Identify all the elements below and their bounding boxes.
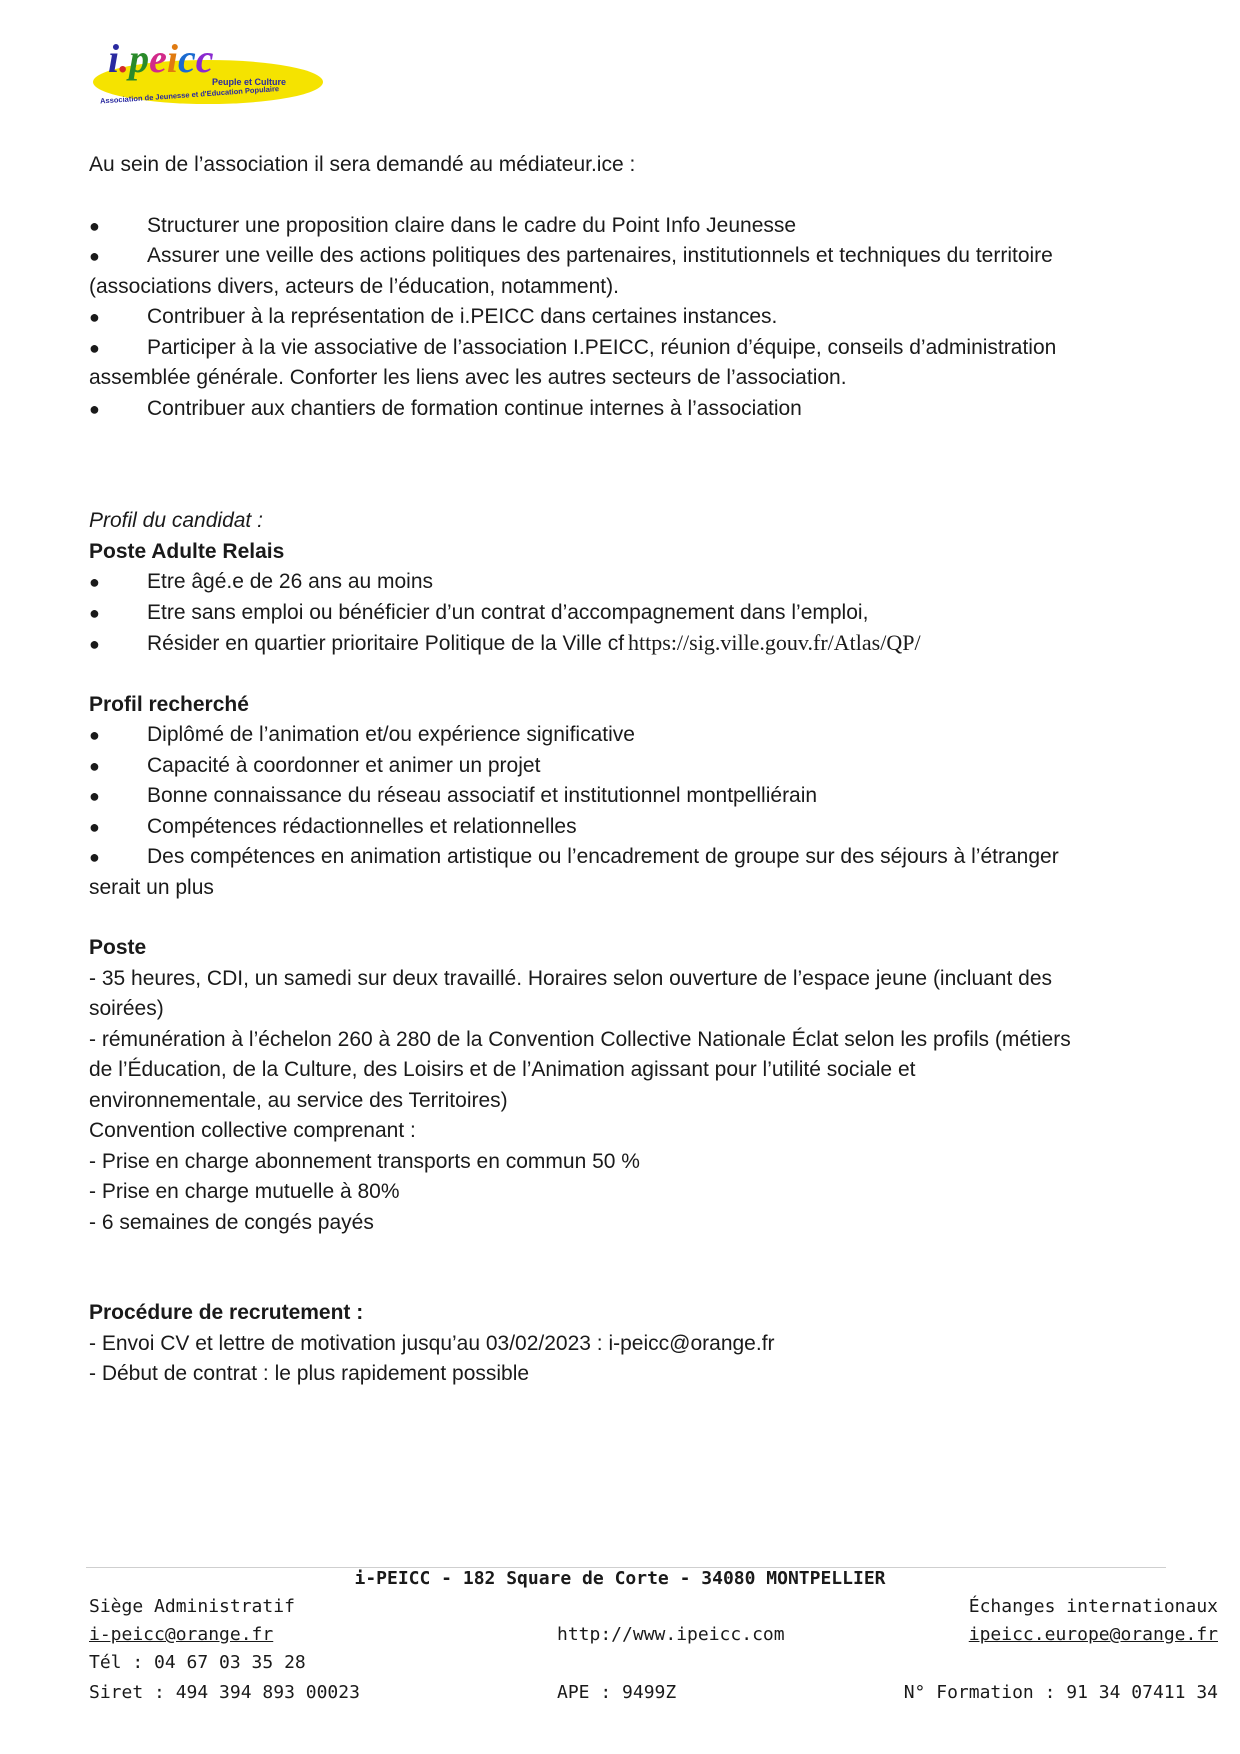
profil-recherche-heading: Profil recherché: [89, 692, 249, 716]
bullet-icon: ●: [89, 307, 100, 327]
profil-candidat-item: ● Résider en quartier prioritaire Politique de la Ville cf https://sig.ville.gouv.fr/Atlas/QP/: [89, 628, 1169, 660]
poste-line: - rémunération à l’échelon 260 à 280 de la Convention Collective Nationale Éclat selon les profils (métiers: [89, 1027, 1071, 1051]
bullet-icon: ●: [89, 847, 100, 867]
profil-recherche-item: ● Des compétences en animation artistique ou l’encadrement de groupe sur des séjours à l’étranger: [89, 842, 1169, 873]
profil-recherche-continuation: serait un plus: [89, 875, 214, 899]
document-body: [89, 150, 1169, 1390]
procedure-line: - Envoi CV et lettre de motivation jusqu’au 03/02/2023 : i-peicc@orange.fr: [89, 1331, 775, 1355]
poste-line: de l’Éducation, de la Culture, des Loisirs et de l’Animation agissant pour l’utilité sociale et: [89, 1058, 916, 1081]
profil-recherche-item: ● Bonne connaissance du réseau associatif et institutionnel montpelliérain: [89, 781, 1169, 812]
footer-address: i-PEICC - 182 Square de Corte - 34080 MONTPELLIER: [354, 1568, 886, 1589]
svg-text:i.peicc: i.peicc: [108, 36, 214, 81]
profil-candidat-item: ● Etre sans emploi ou bénéficier d’un contrat d’accompagnement dans l’emploi,: [89, 598, 1169, 629]
poste-line: - 6 semaines de congés payés: [89, 1210, 374, 1234]
footer-tel: Tél : 04 67 03 35 28: [89, 1652, 306, 1673]
mission-item: ● Participer à la vie associative de l’association I.PEICC, réunion d’équipe, conseils d’administration: [89, 333, 1169, 364]
profil-recherche-item: ● Compétences rédactionnelles et relationnelles: [89, 812, 1169, 843]
bullet-icon: ●: [89, 246, 100, 266]
bullet-icon: ●: [89, 725, 100, 745]
poste-line: soirées): [89, 997, 164, 1020]
poste-line: - Prise en charge abonnement transports en commun 50 %: [89, 1149, 640, 1173]
mission-item: ● Structurer une proposition claire dans le cadre du Point Info Jeunesse: [89, 211, 1169, 242]
bullet-icon: ●: [89, 398, 100, 419]
procedure-heading: Procédure de recrutement :: [89, 1301, 364, 1324]
bullet-icon: ●: [89, 816, 100, 837]
bullet-icon: ●: [89, 602, 100, 623]
footer-email-link[interactable]: i-peicc@orange.fr: [89, 1624, 274, 1645]
procedure-line: - Début de contrat : le plus rapidement possible: [89, 1362, 530, 1385]
footer-ape: APE : 9499Z: [557, 1682, 677, 1703]
footer-echanges: Échanges internationaux: [968, 1596, 1218, 1617]
mission-item: ● Contribuer à la représentation de i.PEICC dans certaines instances.: [89, 302, 1169, 333]
mission-item: ● Contribuer aux chantiers de formation continue internes à l’association: [89, 394, 1169, 425]
bullet-icon: ●: [89, 786, 100, 806]
poste-line: - Prise en charge mutuelle à 80%: [89, 1180, 400, 1203]
qp-atlas-link[interactable]: https://sig.ville.gouv.fr/Atlas/QP/: [628, 630, 921, 655]
mission-continuation: assemblée générale. Conforter les liens avec les autres secteurs de l’association.: [89, 366, 847, 389]
profil-candidat-heading: Profil du candidat :: [89, 509, 263, 532]
poste-heading: Poste: [89, 936, 147, 959]
profil-recherche-item: ● Capacité à coordonner et animer un projet: [89, 751, 1169, 782]
poste-line: Convention collective comprenant :: [89, 1119, 416, 1142]
footer-website-link[interactable]: http://www.ipeicc.com: [557, 1624, 785, 1645]
profil-candidat-item: ● Etre âgé.e de 26 ans au moins: [89, 567, 1169, 598]
poste-line: environnementale, au service des Territoires): [89, 1088, 508, 1112]
intro-text: Au sein de l’association il sera demandé au médiateur.ice :: [89, 153, 636, 176]
svg-text:Association de Jeunesse et d'E: Association de Jeunesse et d'Education Populaire: [99, 84, 280, 106]
footer-formation: N° Formation : 91 34 07411 34: [903, 1682, 1218, 1703]
bullet-icon: ●: [89, 337, 100, 358]
ipeicc-logo: [90, 32, 325, 112]
footer-siege: Siège Administratif: [89, 1596, 295, 1617]
mission-item: ● Assurer une veille des actions politiques des partenaires, institutionnels et techniques du territoire: [89, 241, 1169, 272]
footer-email-europe-link[interactable]: ipeicc.europe@orange.fr: [968, 1624, 1218, 1645]
profil-recherche-item: ● Diplômé de l’animation et/ou expérience significative: [89, 720, 1169, 751]
poste-adulte-relais-heading: Poste Adulte Relais: [89, 539, 285, 563]
poste-line: - 35 heures, CDI, un samedi sur deux travaillé. Horaires selon ouverture de l’espace jeune (incluant des: [89, 966, 1053, 990]
bullet-icon: ●: [89, 755, 100, 776]
footer-siret: Siret : 494 394 893 00023: [89, 1682, 360, 1703]
bullet-icon: ●: [89, 215, 100, 236]
bullet-icon: ●: [89, 634, 100, 654]
svg-text:Peuple et Culture: Peuple et Culture: [212, 77, 287, 87]
mission-continuation: (associations divers, acteurs de l’éducation, notamment).: [89, 274, 619, 298]
bullet-icon: ●: [89, 572, 100, 592]
